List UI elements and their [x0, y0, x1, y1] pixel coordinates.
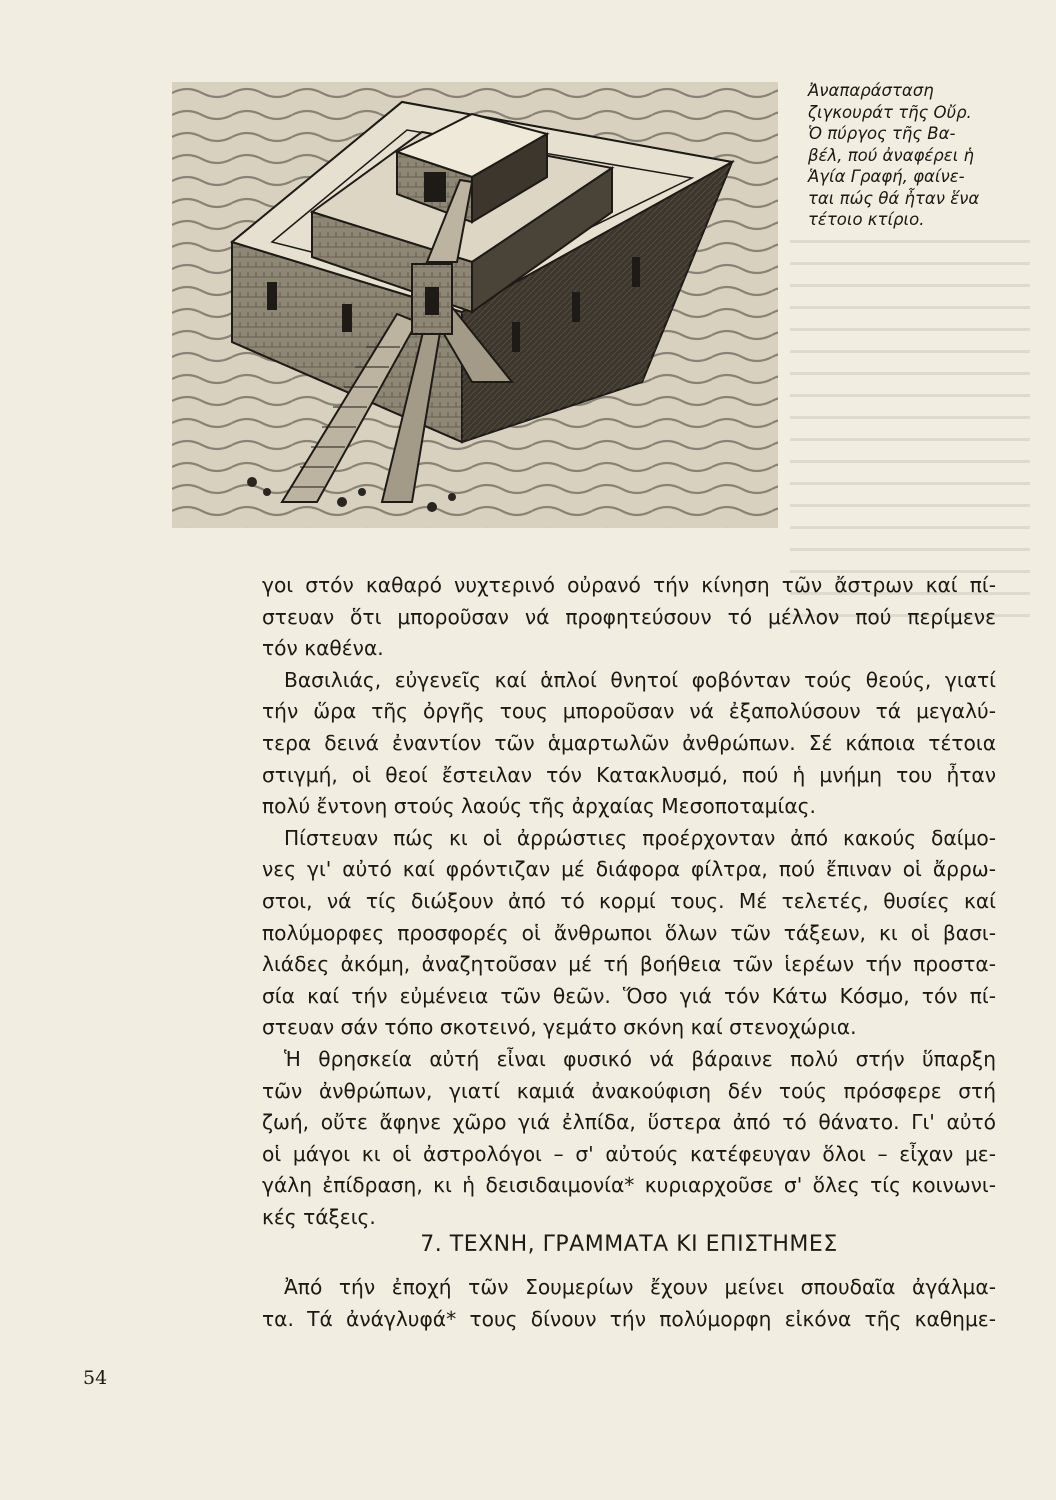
caption-line: Ἀναπαράσταση — [808, 81, 934, 100]
page-number: 54 — [83, 1367, 108, 1389]
text-line: στοι, νά τίς διώξουν ἀπό τό κορμί τους. Μέ τελετές, θυσίες καί — [262, 888, 996, 913]
caption-line: Ἁγία Γραφή, φαίνε- — [808, 167, 965, 186]
text-line: τερα δεινά ἐναντίον τῶν ἁμαρτωλῶν ἀνθρώπων. Σέ κάποια τέτοια — [262, 730, 996, 755]
section-text — [262, 1272, 996, 1335]
text-line: σία καί τήν εὐμένεια τῶν θεῶν. Ὅσο γιά τόν Κάτω Κόσμο, τόν πί- — [262, 983, 996, 1008]
text-line: γοι στόν καθαρό νυχτερινό οὐρανό τήν κίνηση τῶν ἄστρων καί πί- — [262, 573, 996, 597]
text-line: στευαν ὅτι μποροῦσαν νά προφητεύσουν τό μέλλον πού περίμενε — [262, 604, 996, 629]
text-line: στευαν σάν τόπο σκοτεινό, γεμάτο σκόνη καί στενοχώρια. — [262, 1015, 857, 1040]
text-line: Πίστευαν πώς κι οἱ ἀρρώστιες προέρχονταν ἀπό κακούς δαίμο- — [284, 825, 996, 850]
text-line: γάλη ἐπίδραση, κι ἡ δεισιδαιμονία* κυριαρχοῦσε σ' ὅλες τίς κοινωνι- — [262, 1173, 996, 1198]
caption-line: τέτοιο κτίριο. — [808, 210, 925, 229]
text-line: Ἀπό τήν ἐποχή τῶν Σουμερίων ἔχουν μείνει σπουδαῖα ἀγάλμα- — [284, 1275, 996, 1299]
text-line: νες γι' αὐτό καί φρόντιζαν μέ διάφορα φίλτρα, πού ἔπιναν οἱ ἄρρω- — [262, 857, 996, 882]
text-line: κές τάξεις. — [262, 1204, 376, 1229]
caption-line: ται πώς θά ἦταν ἕνα — [808, 188, 980, 208]
text-line: Ἡ θρησκεία αὐτή εἶναι φυσικό νά βάραινε πολύ στήν ὕπαρξη — [284, 1046, 996, 1071]
text-line: τήν ὥρα τῆς ὀργῆς τους μποροῦσαν νά ἐξαπολύσουν τά μεγαλύ- — [262, 699, 996, 724]
caption-line: ζιγκουράτ τῆς Οὔρ. — [808, 102, 972, 122]
ziggurat-figure — [172, 82, 778, 528]
text-line: οἱ μάγοι κι οἱ ἀστρολόγοι – σ' αὐτούς κατέφευγαν ὅλοι – εἶχαν με- — [262, 1141, 996, 1166]
text-line: λιάδες ἀκόμη, ἀναζητοῦσαν μέ τή βοήθεια τῶν ἱερέων τήν προστα- — [262, 952, 996, 977]
section-heading: 7. ΤΕΧΝΗ, ΓΡΑΜΜΑΤΑ ΚΙ ΕΠΙΣΤΗΜΕΣ — [420, 1232, 838, 1257]
body-text — [262, 570, 996, 1233]
caption-line: βέλ, πού ἀναφέρει ἡ — [808, 145, 974, 165]
text-line: Βασιλιάς, εὐγενεῖς καί ἁπλοί θνητοί φοβόνταν τούς θεούς, γιατί — [284, 667, 996, 692]
text-line: τῶν ἀνθρώπων, γιατί καμιά ἀνακούφιση δέν τούς πρόσφερε στή — [262, 1078, 996, 1103]
text-line: πολύμορφες προσφορές οἱ ἄνθρωποι ὅλων τῶν τάξεων, κι οἱ βασι- — [262, 920, 996, 945]
text-line: τόν καθένα. — [262, 636, 384, 661]
text-line: τα. Τά ἀνάγλυφά* τους δίνουν τήν πολύμορφη εἰκόνα τῆς καθημε- — [262, 1306, 996, 1331]
figure-caption — [808, 80, 1008, 231]
text-line: πολύ ἔντονη στούς λαούς τῆς ἀρχαίας Μεσοποταμίας. — [262, 794, 816, 819]
ziggurat-illustration-icon — [172, 82, 778, 528]
text-line: στιγμή, οἱ θεοί ἔστειλαν τόν Κατακλυσμό, πού ἡ μνήμη του ἦταν — [262, 762, 996, 787]
caption-line: Ὁ πύργος τῆς Βα- — [808, 124, 956, 143]
bleed-through-texture — [790, 240, 1030, 620]
text-line: ζωή, οὔτε ἄφηνε χῶρο γιά ἐλπίδα, ὕστερα ἀπό τό θάνατο. Γι' αὐτό — [262, 1110, 996, 1135]
